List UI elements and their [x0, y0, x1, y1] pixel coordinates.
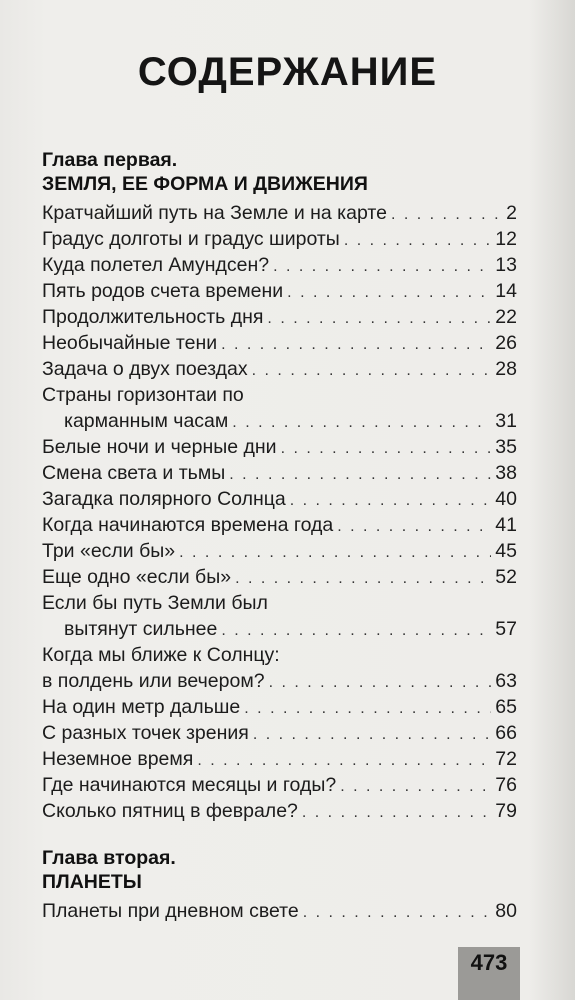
- toc-entry[interactable]: [42, 538, 517, 564]
- dot-leader: [337, 514, 491, 540]
- dot-leader: [287, 280, 491, 306]
- chapter-heading: Глава вторая.: [42, 847, 176, 869]
- toc-entry-title: Еще одно «если бы»: [42, 566, 232, 588]
- toc-entry[interactable]: [42, 564, 517, 590]
- toc-entry-page: 72: [495, 748, 517, 770]
- toc-entry-page: 63: [495, 670, 517, 692]
- chapter-subheading: ПЛАНЕТЫ: [42, 871, 142, 893]
- toc-entry-title: Три «если бы»: [42, 540, 176, 562]
- dot-leader: [303, 900, 492, 926]
- toc-entry-page: 22: [495, 306, 517, 328]
- toc-entry[interactable]: [42, 382, 517, 434]
- dot-leader: [232, 410, 491, 436]
- toc-entry-title: Загадка полярного Солнца: [42, 488, 286, 510]
- dot-leader: [252, 358, 492, 384]
- toc-entry-title: Куда полетел Амундсен?: [42, 254, 270, 276]
- toc-entry-title-line1: Страны горизонтаи по: [42, 384, 244, 406]
- toc-entry-page: 40: [495, 488, 517, 510]
- toc-entry-title: Неземное время: [42, 748, 194, 770]
- chapter-heading: Глава первая.: [42, 149, 178, 171]
- toc-entry-title: карманным часам: [64, 410, 229, 432]
- dot-leader: [302, 800, 491, 826]
- toc-entry-title: Где начинаются месяцы и годы?: [42, 774, 337, 796]
- toc-entry[interactable]: [42, 252, 517, 278]
- toc-entry[interactable]: [42, 798, 517, 824]
- toc-entry-title: Сколько пятниц в феврале?: [42, 800, 298, 822]
- dot-leader: [221, 332, 491, 358]
- toc-entry-title: Смена света и тьмы: [42, 462, 226, 484]
- toc-entry-title: Планеты при дневном свете: [42, 900, 299, 922]
- toc-entry[interactable]: [42, 642, 517, 694]
- toc-entry-title: Градус долготы и градус широты: [42, 228, 340, 250]
- toc-entry-title: Продолжительность дня: [42, 306, 264, 328]
- toc-entry-page: 38: [495, 462, 517, 484]
- toc-entry-page: 35: [495, 436, 517, 458]
- dot-leader: [229, 462, 491, 488]
- toc-entry-title: Когда начинаются времена года: [42, 514, 334, 536]
- dot-leader: [290, 488, 492, 514]
- toc-entry[interactable]: [42, 356, 517, 382]
- toc-entry-page: 41: [495, 514, 517, 536]
- dot-leader: [244, 696, 491, 722]
- toc-entry-page: 28: [495, 358, 517, 380]
- dot-leader: [197, 748, 491, 774]
- dot-leader: [267, 306, 491, 332]
- toc-entry-page: 31: [495, 410, 517, 432]
- toc-entry[interactable]: [42, 694, 517, 720]
- toc-entry[interactable]: [42, 278, 517, 304]
- toc-entry[interactable]: [42, 304, 517, 330]
- toc-entry-page: 26: [495, 332, 517, 354]
- toc-entry[interactable]: [42, 720, 517, 746]
- dot-leader: [269, 670, 492, 696]
- dot-leader: [273, 254, 491, 280]
- page-number: 473: [470, 950, 508, 975]
- toc-entry-page: 65: [495, 696, 517, 718]
- toc-entry-page: 66: [495, 722, 517, 744]
- toc-entry-title: вытянут сильнее: [64, 618, 218, 640]
- toc-entry[interactable]: [42, 434, 517, 460]
- toc-entry[interactable]: [42, 590, 517, 642]
- dot-leader: [179, 540, 491, 566]
- dot-leader: [235, 566, 491, 592]
- toc-entry[interactable]: [42, 898, 517, 924]
- chapter-subheading: ЗЕМЛЯ, ЕЕ ФОРМА И ДВИЖЕНИЯ: [42, 173, 368, 195]
- dot-leader: [281, 436, 492, 462]
- toc-entry-page: 76: [495, 774, 517, 796]
- toc-entry[interactable]: [42, 460, 517, 486]
- toc-entry-title: Необычайные тени: [42, 332, 218, 354]
- toc-entry[interactable]: [42, 772, 517, 798]
- page-title: СОДЕРЖАНИЕ: [137, 50, 438, 94]
- toc-entry[interactable]: [42, 330, 517, 356]
- toc-entry-page: 13: [495, 254, 517, 276]
- toc-entry-title: Задача о двух поездах: [42, 358, 248, 380]
- toc-entry-title-line1: Когда мы ближе к Солнцу:: [42, 644, 280, 666]
- dot-leader: [253, 722, 491, 748]
- toc-entry-title: С разных точек зрения: [42, 722, 249, 744]
- toc-entry-title-line1: Если бы путь Земли был: [42, 592, 268, 614]
- toc-entry[interactable]: [42, 486, 517, 512]
- toc-entry-title: Белые ночи и черные дни: [42, 436, 277, 458]
- toc-entry[interactable]: [42, 512, 517, 538]
- toc-entry-title: в полдень или вечером?: [42, 670, 265, 692]
- dot-leader: [344, 228, 491, 254]
- table-of-contents: [42, 148, 517, 924]
- toc-entry-title: Кратчайший путь на Земле и на карте: [42, 202, 387, 224]
- toc-entry-page: 80: [495, 900, 517, 922]
- toc-entry-page: 52: [495, 566, 517, 588]
- toc-entry-page: 57: [495, 618, 517, 640]
- toc-entry-page: 79: [495, 800, 517, 822]
- toc-entry-page: 45: [495, 540, 517, 562]
- toc-entry-page: 12: [495, 228, 517, 250]
- toc-entry-title: На один метр дальше: [42, 696, 241, 718]
- toc-entry-page: 2: [506, 202, 517, 224]
- toc-entry-title: Пять родов счета времени: [42, 280, 284, 302]
- toc-entry[interactable]: [42, 200, 517, 226]
- toc-entry[interactable]: [42, 226, 517, 252]
- toc-entry-page: 14: [495, 280, 517, 302]
- dot-leader: [221, 618, 491, 644]
- toc-entry[interactable]: [42, 746, 517, 772]
- dot-leader: [340, 774, 491, 800]
- dot-leader: [391, 202, 502, 228]
